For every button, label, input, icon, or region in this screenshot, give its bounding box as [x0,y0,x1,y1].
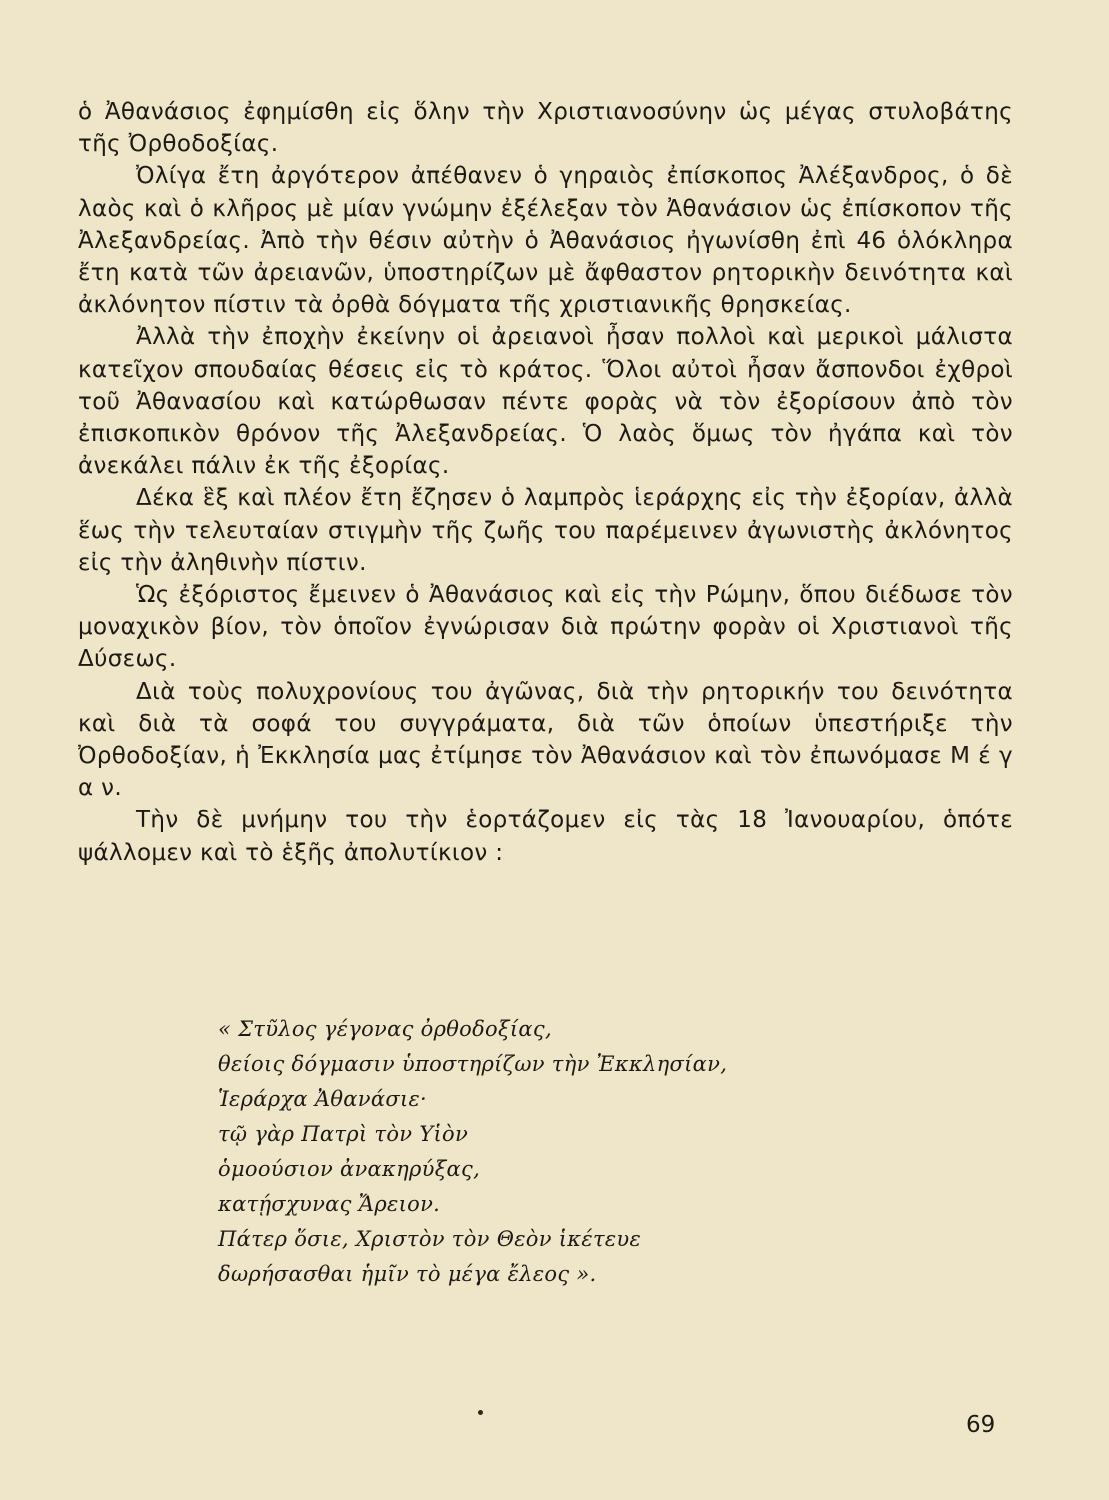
hymn-line: Ἱεράρχα Ἀθανάσιε· [218,1087,428,1111]
page-number: 69 [966,1412,996,1438]
hymn-line: δωρήσασθαι ἡμῖν τὸ μέγα ἔλεος ». [218,1262,597,1286]
hymn-line: κατῄσχυνας Ἄρειον. [218,1192,441,1216]
apolytikion-hymn [218,1012,1018,1292]
paragraph: Διὰ τοὺς πολυχρονίους του ἀγῶνας, διὰ τὴν ρητορικήν του δεινότητα καὶ διὰ τὰ σοφά του συγγράματα, διὰ τῶν ὁποίων ὑπεστήριξε τὴν Ὀρθοδοξίαν, ἡ Ἐκκλησία μας ἐτίμησε τὸν Ἀθανάσιον καὶ τὸν ἐπωνόμασε Μ έ γ α ν. [78,678,1013,802]
paragraph: Δέκα ἓξ καὶ πλέον ἔτη ἔζησεν ὁ λαμπρὸς ἱεράρχης εἰς τὴν ἐξορίαν, ἀλλὰ ἕως τὴν τελευταίαν στιγμὴν τῆς ζωῆς του παρέμεινεν ἀγωνιστὴς ἀκλόνητος εἰς τὴν ἀληθινὴν πίστιν. [78,485,1013,576]
paragraph: Ὀλίγα ἔτη ἀργότερον ἀπέθανεν ὁ γηραιὸς ἐπίσκοπος Ἀλέξανδρος, ὁ δὲ λαὸς καὶ ὁ κλῆρος μὲ μίαν γνώμην ἐξέλεξαν τὸν Ἀθανάσιον ὡς ἐπίσκοπον τῆς Ἀλεξανδρείας. Ἀπὸ τὴν θέσιν αὐτὴν ὁ Ἀθανάσιος ἠγωνίσθη ἐπὶ 46 ὁλόκληρα ἔτη κατὰ τῶν ἀρειανῶν, ὑποστηρίζων μὲ ἄφθαστον ρητορικὴν δεινότητα καὶ ἀκλόνητον πίστιν τὰ ὀρθὰ δόγματα τῆς χριστιανικῆς θρησκείας. [78,163,1013,319]
hymn-line: ὁμοούσιον ἀνακηρύξας, [218,1157,481,1181]
paragraph: Τὴν δὲ μνήμην του τὴν ἑορτάζομεν εἰς τὰς 18 Ἰανουαρίου, ὁπότε ψάλλομεν καὶ τὸ ἑξῆς ἀπολυτίκιον : [78,807,1013,866]
hymn-line: τῷ γὰρ Πατρὶ τὸν Υἱὸν [218,1122,469,1146]
paragraph: Ἀλλὰ τὴν ἐποχὴν ἐκείνην οἱ ἀρειανοὶ ἦσαν πολλοὶ καὶ μερικοὶ μάλιστα κατεῖχον σπουδαίας θέσεις εἰς τὸ κράτος. Ὅλοι αὐτοὶ ἦσαν ἄσπονδοι ἐχθροὶ τοῦ Ἀθανασίου καὶ κατώρθωσαν πέντε φορὰς νὰ τὸν ἐξορίσουν ἀπὸ τὸν ἐπισκοπικὸν θρόνον τῆς Ἀλεξανδρείας. Ὁ λαὸς ὅμως τὸν ἠγάπα καὶ τὸν ἀνεκάλει πάλιν ἐκ τῆς ἐξορίας. [78,324,1013,480]
hymn-line: θείοις δόγμασιν ὑποστηρίζων τὴν Ἐκκλησίαν, [218,1052,728,1076]
hymn-line: « Στῦλος γέγονας ὀρθοδοξίας, [218,1017,552,1041]
print-speck [478,1410,483,1415]
paragraph: ὁ Ἀθανάσιος ἐφημίσθη εἰς ὅλην τὴν Χριστιανοσύνην ὡς μέγας στυλοβάτης τῆς Ὀρθοδοξίας. [78,99,1013,158]
paragraph: Ὡς ἐξόριστος ἔμεινεν ὁ Ἀθανάσιος καὶ εἰς τὴν Ρώμην, ὅπου διέδωσε τὸν μοναχικὸν βίον, τὸν ὁποῖον ἐγνώρισαν διὰ πρώτην φορὰν οἱ Χριστιανοὶ τῆς Δύσεως. [78,582,1013,673]
body-text [78,96,1013,869]
hymn-line: Πάτερ ὅσιε, Χριστὸν τὸν Θεὸν ἱκέτευε [218,1227,642,1251]
